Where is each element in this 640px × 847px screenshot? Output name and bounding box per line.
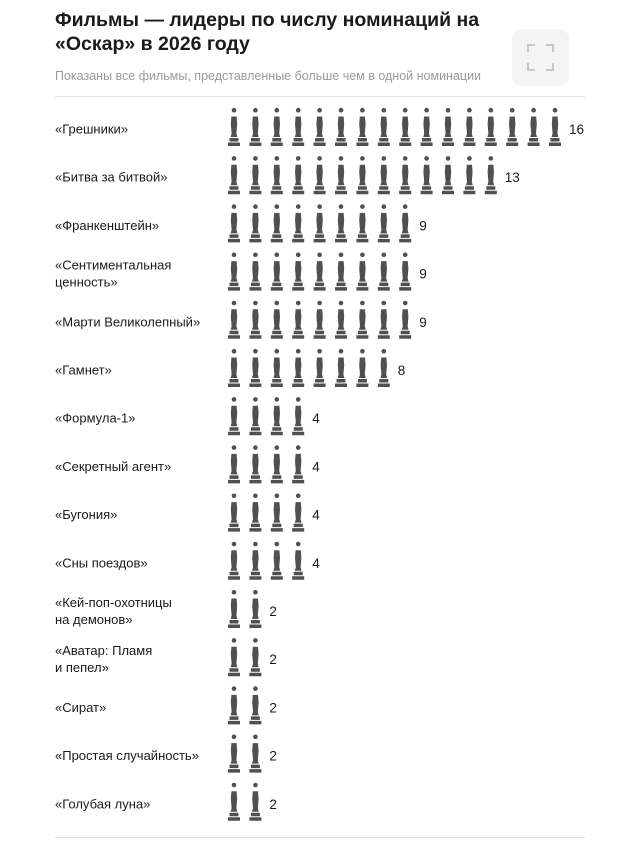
category-label-line: на демонов» — [55, 612, 133, 627]
oscar-statuette-icon — [249, 156, 261, 194]
category-label — [55, 595, 172, 627]
chart-row — [55, 590, 277, 628]
oscar-statuette-icon — [399, 156, 411, 194]
oscar-statuette-icon — [399, 204, 411, 242]
chart-row — [55, 108, 584, 146]
oscar-statuette-icon — [356, 108, 368, 146]
oscar-statuette-icon — [249, 735, 261, 773]
value-label: 9 — [419, 218, 427, 234]
value-label: 2 — [269, 796, 277, 812]
oscar-statuette-icon — [228, 638, 240, 676]
value-label: 2 — [269, 604, 277, 619]
chart-row — [55, 735, 277, 773]
chart-title: Фильмы — лидеры по числу номинаций на «Оскар» в 2026 году — [55, 9, 480, 55]
oscar-statuette-icon — [314, 204, 326, 242]
oscar-statuette-icon — [249, 349, 261, 387]
oscar-statuette-icon — [485, 156, 497, 194]
value-label: 4 — [312, 411, 320, 427]
oscar-statuette-icon — [314, 301, 326, 339]
oscar-statuette-icon — [506, 108, 518, 146]
oscar-statuette-icon — [356, 204, 368, 242]
oscar-statuette-icon — [356, 349, 368, 387]
oscar-statuette-icon — [442, 156, 454, 194]
chart-row — [55, 638, 277, 676]
category-label-line: «Бугония» — [55, 507, 118, 523]
oscar-statuette-icon — [271, 542, 283, 580]
oscar-statuette-icon — [249, 204, 261, 242]
oscar-statuette-icon — [292, 493, 304, 531]
oscar-statuette-icon — [271, 493, 283, 531]
category-label — [55, 170, 168, 185]
oscar-statuette-icon — [271, 204, 283, 242]
category-label-line: «Битва за битвой» — [55, 169, 168, 185]
category-label-line: «Франкенштейн» — [55, 217, 160, 233]
category-label — [55, 258, 171, 290]
oscar-statuette-icon — [228, 204, 240, 242]
oscar-statuette-icon — [271, 445, 283, 483]
value-label: 9 — [419, 266, 427, 282]
value-label: 4 — [312, 555, 320, 571]
oscar-statuette-icon — [228, 301, 240, 339]
oscar-statuette-icon — [228, 493, 240, 531]
category-label-line: «Марти Великолепный» — [55, 314, 201, 330]
chart-row — [55, 542, 320, 580]
oscar-statuette-icon — [292, 204, 304, 242]
oscar-statuette-icon — [271, 253, 283, 291]
oscar-statuette-icon — [463, 108, 475, 146]
category-label — [55, 459, 171, 474]
oscar-statuette-icon — [249, 108, 261, 146]
oscar-statuette-icon — [228, 542, 240, 580]
oscar-statuette-icon — [292, 397, 304, 435]
oscar-statuette-icon — [249, 686, 261, 724]
value-label: 9 — [419, 314, 427, 330]
category-label-line: «Аватар: Пламя — [55, 643, 153, 659]
oscar-statuette-icon — [249, 253, 261, 291]
oscar-statuette-icon — [249, 542, 261, 580]
oscar-statuette-icon — [335, 349, 347, 387]
chart-row — [55, 445, 320, 483]
oscar-statuette-icon — [228, 156, 240, 194]
oscar-statuette-icon — [421, 156, 433, 194]
oscar-statuette-icon — [228, 397, 240, 435]
category-label — [55, 218, 159, 233]
category-label — [55, 555, 148, 570]
oscar-statuette-icon — [314, 349, 326, 387]
oscar-statuette-icon — [399, 108, 411, 146]
oscar-statuette-icon — [228, 349, 240, 387]
oscar-statuette-icon — [378, 301, 390, 339]
oscar-statuette-icon — [292, 542, 304, 580]
category-label-line: «Сират» — [55, 699, 107, 715]
category-label-line: «Секретный агент» — [55, 458, 172, 474]
oscar-statuette-icon — [271, 156, 283, 194]
chart-row — [55, 204, 427, 242]
chart-row — [55, 783, 277, 821]
category-label — [55, 507, 117, 522]
oscar-statuette-icon — [421, 108, 433, 146]
chart-subtitle: Показаны все фильмы, представленные больше чем в одной номинации — [55, 69, 482, 83]
oscar-statuette-icon — [271, 349, 283, 387]
chart-row — [55, 493, 320, 531]
category-label-line: «Формула-1» — [55, 410, 136, 426]
oscar-statuette-icon — [528, 108, 540, 146]
oscar-statuette-icon — [335, 204, 347, 242]
oscar-statuette-icon — [485, 108, 497, 146]
oscar-statuette-icon — [249, 590, 261, 628]
oscar-statuette-icon — [249, 397, 261, 435]
oscar-statuette-icon — [271, 301, 283, 339]
oscar-statuette-icon — [356, 301, 368, 339]
category-label-line: ценность» — [55, 274, 118, 290]
oscar-statuette-icon — [292, 349, 304, 387]
category-label — [55, 643, 152, 675]
oscar-statuette-icon — [378, 253, 390, 291]
oscar-statuette-icon — [249, 301, 261, 339]
oscar-statuette-icon — [314, 253, 326, 291]
oscar-statuette-icon — [356, 253, 368, 291]
value-label: 13 — [504, 170, 520, 186]
oscar-statuette-icon — [249, 493, 261, 531]
oscar-statuette-icon — [271, 108, 283, 146]
oscar-statuette-icon — [463, 156, 475, 194]
oscar-statuette-icon — [549, 108, 561, 146]
oscar-statuette-icon — [356, 156, 368, 194]
oscar-statuette-icon — [228, 253, 240, 291]
value-label: 16 — [569, 122, 585, 137]
oscar-statuette-icon — [399, 253, 411, 291]
category-label — [55, 748, 199, 763]
category-label — [55, 411, 135, 426]
oscar-statuette-icon — [228, 686, 240, 724]
oscar-statuette-icon — [292, 253, 304, 291]
category-label-line: «Кей-поп-охотницы — [55, 595, 172, 610]
value-label: 4 — [312, 507, 320, 523]
oscar-statuette-icon — [249, 638, 261, 676]
category-label — [55, 314, 200, 329]
oscar-statuette-icon — [292, 445, 304, 483]
oscar-statuette-icon — [292, 108, 304, 146]
oscar-statuette-icon — [314, 108, 326, 146]
oscar-statuette-icon — [228, 108, 240, 146]
category-label — [55, 700, 106, 715]
oscar-statuette-icon — [314, 156, 326, 194]
oscar-statuette-icon — [442, 108, 454, 146]
bottom-divider — [55, 837, 585, 838]
oscar-statuette-icon — [378, 204, 390, 242]
chart-row — [55, 686, 277, 724]
category-label-line: и пепел» — [55, 660, 109, 676]
oscar-statuette-icon — [399, 301, 411, 339]
value-label: 8 — [397, 363, 406, 378]
oscar-statuette-icon — [292, 156, 304, 194]
oscar-statuette-icon — [249, 783, 261, 821]
oscar-statuette-icon — [378, 108, 390, 146]
oscar-statuette-icon — [271, 397, 283, 435]
value-label: 2 — [269, 652, 277, 668]
oscar-statuette-icon — [228, 783, 240, 821]
chart-row — [55, 253, 427, 291]
oscar-statuette-icon — [335, 156, 347, 194]
oscar-statuette-icon — [228, 445, 240, 483]
oscar-statuette-icon — [249, 445, 261, 483]
chart-row — [55, 397, 320, 435]
oscar-statuette-icon — [335, 253, 347, 291]
category-label — [55, 363, 112, 378]
value-label: 4 — [312, 459, 320, 475]
category-label-line: «Сны поездов» — [55, 555, 148, 571]
category-label — [55, 122, 128, 137]
oscar-statuette-icon — [335, 301, 347, 339]
category-label-line: «Гамнет» — [55, 362, 112, 378]
category-label — [55, 796, 150, 811]
oscar-statuette-icon — [378, 156, 390, 194]
oscar-statuette-icon — [378, 349, 390, 387]
oscar-statuette-icon — [228, 590, 240, 628]
oscar-statuette-icon — [335, 108, 347, 146]
value-label: 2 — [269, 748, 277, 764]
category-label-line: «Сентиментальная — [55, 257, 172, 273]
chart-row — [55, 349, 405, 387]
category-label-line: «Грешники» — [55, 121, 129, 137]
category-label-line: «Голубая луна» — [55, 796, 151, 812]
oscar-statuette-icon — [228, 735, 240, 773]
chart-row — [55, 301, 427, 339]
value-label: 2 — [269, 700, 277, 716]
category-label-line: «Простая случайность» — [55, 748, 199, 764]
oscar-statuette-icon — [292, 301, 304, 339]
chart-row — [55, 156, 520, 194]
